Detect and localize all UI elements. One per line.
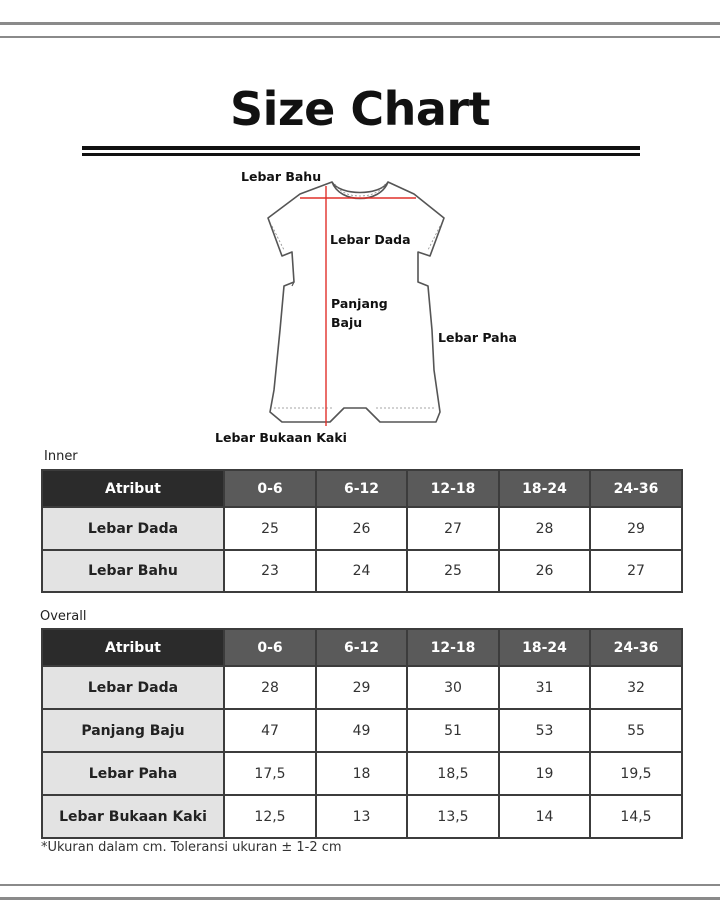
cell-value: 47 — [224, 709, 316, 752]
label-lebar-bahu: Lebar Bahu — [241, 169, 322, 184]
title-rule-thin — [82, 153, 640, 156]
cell-value: 13 — [316, 795, 407, 838]
inner-header-atribut: Atribut — [42, 470, 224, 507]
cell-value: 28 — [499, 507, 590, 550]
label-lebar-paha: Lebar Paha — [438, 330, 517, 345]
cell-value: 14 — [499, 795, 590, 838]
overall-header-size: 18-24 — [499, 629, 590, 666]
cell-value: 32 — [590, 666, 682, 709]
row-attribute: Lebar Dada — [42, 666, 224, 709]
overall-header-row — [42, 629, 682, 666]
table-row — [42, 752, 682, 795]
cell-value: 31 — [499, 666, 590, 709]
cell-value: 24 — [316, 550, 407, 592]
table-row — [42, 666, 682, 709]
title-rule-thick — [82, 146, 640, 150]
cell-value: 12,5 — [224, 795, 316, 838]
cell-value: 19 — [499, 752, 590, 795]
cell-value: 26 — [499, 550, 590, 592]
row-attribute: Lebar Paha — [42, 752, 224, 795]
cell-value: 27 — [590, 550, 682, 592]
row-attribute: Panjang Baju — [42, 709, 224, 752]
label-panjang-baju-line2: Baju — [331, 315, 363, 330]
label-lebar-dada: Lebar Dada — [330, 232, 411, 247]
inner-header-size: 6-12 — [316, 470, 407, 507]
overall-header-size: 6-12 — [316, 629, 407, 666]
label-lebar-bukaan-kaki: Lebar Bukaan Kaki — [215, 430, 347, 445]
garment-diagram — [0, 160, 720, 460]
cell-value: 18 — [316, 752, 407, 795]
cell-value: 28 — [224, 666, 316, 709]
cell-value: 30 — [407, 666, 499, 709]
cell-value: 18,5 — [407, 752, 499, 795]
table-row — [42, 795, 682, 838]
overall-size-table — [41, 628, 683, 839]
top-border-inner — [0, 36, 720, 38]
table-row — [42, 709, 682, 752]
cell-value: 25 — [224, 507, 316, 550]
inner-size-table — [41, 469, 683, 593]
overall-header-size: 12-18 — [407, 629, 499, 666]
inner-section-label: Inner — [44, 449, 78, 464]
cell-value: 51 — [407, 709, 499, 752]
bottom-border-inner — [0, 884, 720, 886]
cell-value: 27 — [407, 507, 499, 550]
inner-header-size: 18-24 — [499, 470, 590, 507]
overall-header-size: 0-6 — [224, 629, 316, 666]
cell-value: 55 — [590, 709, 682, 752]
table-row — [42, 550, 682, 592]
inner-header-size: 12-18 — [407, 470, 499, 507]
row-attribute: Lebar Bahu — [42, 550, 224, 592]
overall-section-label: Overall — [40, 609, 87, 624]
cell-value: 25 — [407, 550, 499, 592]
page-title: Size Chart — [229, 82, 491, 136]
top-border-outer — [0, 22, 720, 25]
inner-header-size: 24-36 — [590, 470, 682, 507]
overall-header-size: 24-36 — [590, 629, 682, 666]
bottom-border-outer — [0, 897, 720, 900]
cell-value: 19,5 — [590, 752, 682, 795]
cell-value: 13,5 — [407, 795, 499, 838]
row-attribute: Lebar Dada — [42, 507, 224, 550]
overall-header-atribut: Atribut — [42, 629, 224, 666]
cell-value: 23 — [224, 550, 316, 592]
label-panjang-baju-line1: Panjang — [331, 296, 388, 311]
cell-value: 29 — [590, 507, 682, 550]
inner-header-row — [42, 470, 682, 507]
inner-header-size: 0-6 — [224, 470, 316, 507]
cell-value: 17,5 — [224, 752, 316, 795]
cell-value: 26 — [316, 507, 407, 550]
cell-value: 53 — [499, 709, 590, 752]
table-row — [42, 507, 682, 550]
cell-value: 29 — [316, 666, 407, 709]
row-attribute: Lebar Bukaan Kaki — [42, 795, 224, 838]
size-note: *Ukuran dalam cm. Toleransi ukuran ± 1-2 cm — [41, 840, 342, 855]
cell-value: 14,5 — [590, 795, 682, 838]
cell-value: 49 — [316, 709, 407, 752]
